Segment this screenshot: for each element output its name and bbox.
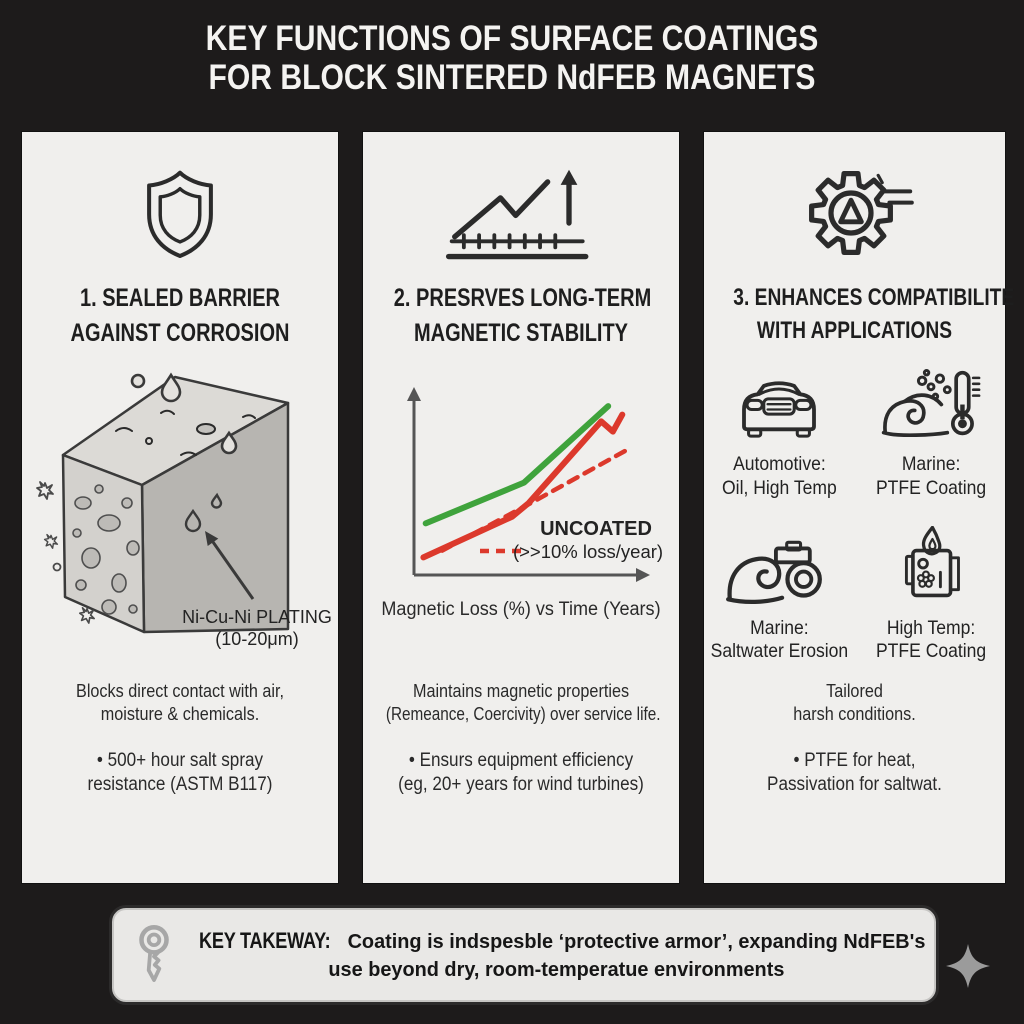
wave-lens-icon [725,533,833,607]
takeaway-prefix: KEY TAKEWAY: [199,928,331,954]
takeaway-line1: Coating is indspesble ‘protective armor’, expanding NdFEB's [347,930,926,954]
wave-thermometer-icon [879,369,983,443]
panel-magnetic-stability [362,131,680,884]
panel-compatibility [703,131,1015,884]
sparkle-icon [944,942,992,990]
panel1-bullet: • 500+ hour salt spray resistance (ASTM B117) [87,750,273,795]
page-title [0,20,1024,97]
shield-icon [139,165,221,261]
chart-caption: Magnetic Loss (%) vs Time (Years) [381,599,661,620]
panel3-heading: 3. ENHANCES COMPATIBILITE WITH APPLICATIONS [733,284,1015,345]
grid-cell-high-temp: High Temp: PTFE Coating [856,533,1006,665]
magnetic-loss-chart [362,375,680,590]
page-title-line2: FOR BLOCK SINTERED NdFEB MAGNETS [208,57,816,97]
plating-label-line1: Ni-Cu-Ni PLATING [182,607,332,627]
applications-grid [703,369,1006,664]
page-title-line1: KEY FUNCTIONS OF SURFACE COATINGS [205,19,819,58]
grid-cell-automotive: Automotive: Oil, High Temp [703,369,856,501]
panel2-body: Maintains magnetic properties (Remeance, Coercivity) over service life. [385,681,661,725]
chart-legend-line2: (>>10% loss/year) [512,541,664,562]
panel2-heading: 2. PRESRVES LONG-TERM MAGNETIC STABILITY [393,284,652,347]
panel-sealed-barrier [21,131,339,884]
plating-label-line2: (10-20μm) [215,629,299,649]
key-takeaway-banner [112,908,936,1002]
takeaway-line2: use beyond dry, room-temperatue environments [328,958,785,981]
car-icon [733,369,825,443]
key-icon [132,923,176,987]
panel2-bullet: • Ensurs equipment efficiency (eg, 20+ years for wind turbines) [398,750,644,795]
panel1-body: Blocks direct contact with air, moisture & chemicals. [76,681,284,725]
panel3-body: Tailored harsh conditions. [793,681,916,725]
magnet-block-figure [21,371,339,661]
trend-chart-icon [441,165,601,261]
key-takeaway-text [176,926,971,983]
chart-legend-line1: UNCOATED [540,518,652,540]
panel3-bullet: • PTFE for heat, Passivation for saltwat. [767,750,942,795]
grid-cell-marine-ptfe: Marine: PTFE Coating [856,369,1006,501]
gear-icon [795,165,915,261]
furnace-icon [891,533,971,607]
panel1-heading: 1. SEALED BARRIER AGAINST CORROSION [70,284,290,347]
grid-cell-marine-saltwater: Marine: Saltwater Erosion [703,533,856,665]
